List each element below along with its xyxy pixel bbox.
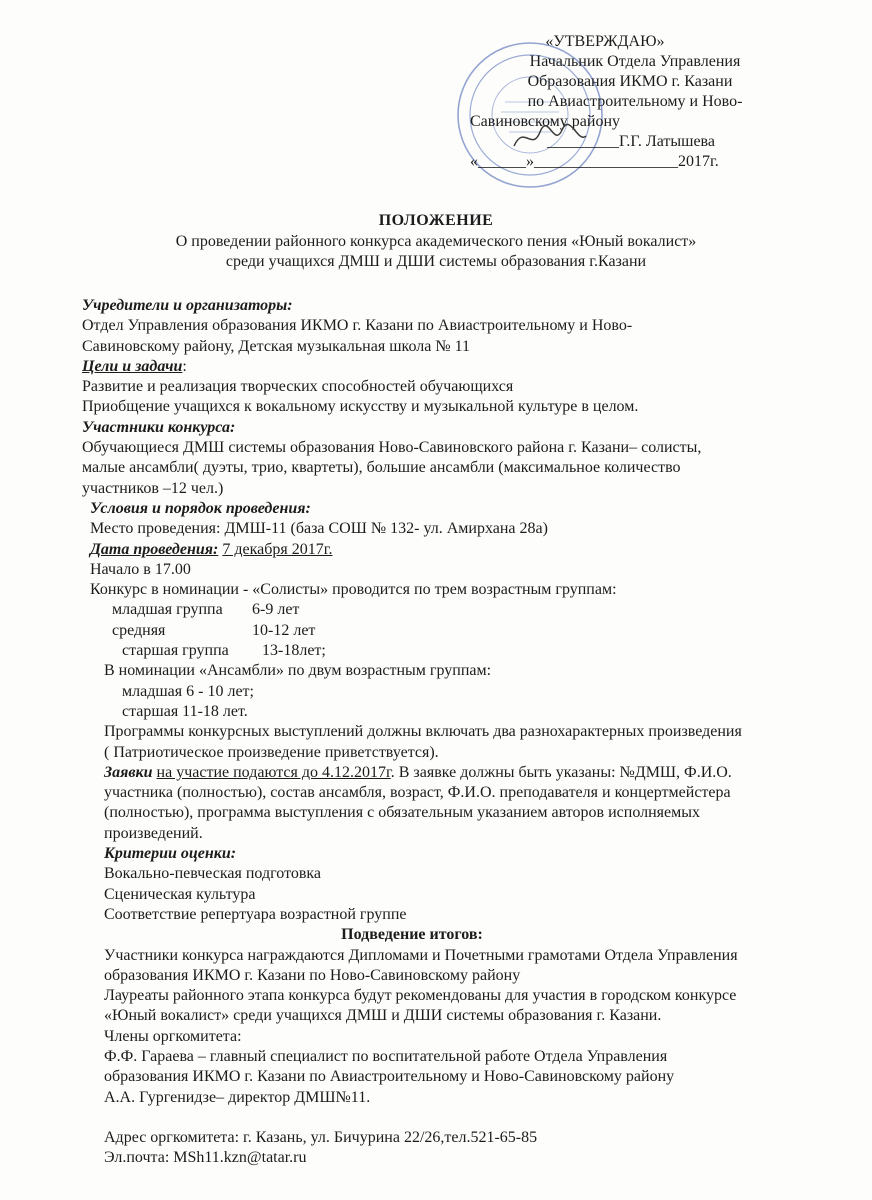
criteria-item-1: Вокально-певческая подготовка (104, 865, 322, 883)
participants-line3: участников –12 чел.) (82, 479, 224, 497)
approver-position-line4: Савиновскому району (470, 113, 621, 130)
criteria-item-2: Сценическая культура (104, 885, 256, 903)
contact-email: Эл.почта: MSh11.kzn@tatar.ru (104, 1149, 307, 1167)
goals-line2: Приобщение учащихся к вокальному искусству и музыкальной культуре в целом. (82, 398, 639, 416)
date-label: Дата проведения: (90, 540, 219, 558)
approver-position-line2: Образования ИКМО г. Казани (527, 73, 733, 90)
results-line2: образования ИКМО г. Казани по Ново-Савиновскому району (104, 966, 521, 984)
goals-line1: Развитие и реализация творческих способностей обучающихся (82, 378, 514, 396)
contact-address: Адрес оргкомитета: г. Казань, ул. Бичурина 22/26,тел.521-65-85 (104, 1128, 538, 1146)
conditions-place: Место проведения: ДМШ-11 (база СОШ № 132- ул. Амирхана 28а) (90, 520, 548, 538)
participants-line1: Обучающиеся ДМШ системы образования Ново-Савиновского района г. Казани– солисты, (82, 439, 702, 457)
document-body (82, 296, 802, 1168)
founders-heading: Учредители и организаторы: (82, 297, 293, 314)
document-subtitle-line2: среди учащихся ДМШ и ДШИ системы образования г.Казани (225, 253, 647, 270)
applications-line2: участника (полностью), состав ансамбля, возраст, Ф.И.О. преподавателя и концертмейстера (104, 784, 731, 802)
date-value: 7 декабря 2017г. (222, 540, 333, 558)
spacer (82, 1108, 802, 1128)
participants-heading: Участники конкурса: (82, 418, 236, 436)
conditions-ensembles: В номинации «Ансамбли» по двум возрастным группам: (104, 662, 492, 680)
soloist-group-junior: младшая группа 6-9 лет (112, 601, 300, 619)
committee-line3: А.А. Гургенидзе– директор ДМШ№11. (104, 1088, 371, 1106)
approver-position-line1: Начальник Отдела Управления (529, 53, 741, 70)
conditions-heading: Условия и порядок проведения: (90, 499, 311, 517)
founders-line2: Савиновскому району, Детская музыкальная школа № 11 (82, 337, 471, 355)
applications-line3: (полностью), программа выступления с обязательным указанием авторов исполняемых (104, 804, 701, 822)
ensemble-group-junior: младшая 6 - 10 лет; (122, 682, 254, 700)
conditions-date-line (82, 540, 802, 560)
committee-heading: Члены оргкомитета: (104, 1027, 242, 1045)
ensemble-group-senior: старшая 11-18 лет. (122, 702, 248, 720)
applications-line4: произведений. (104, 824, 203, 842)
applications-line1: Заявки на участие подаются до 4.12.2017г. В заявке должны быть указаны: №ДМШ, Ф.И.О. (104, 763, 732, 781)
soloist-group-senior: старшая группа 13-18лет; (122, 642, 326, 660)
approval-date: «______»__________________2017г. (470, 153, 719, 170)
participants-line2: малые ансамбли( дуэты, трио, квартеты), большие ансамбли (максимальное количество (82, 459, 681, 477)
document-subtitle-line1: О проведении районного конкурса академического пения «Юный вокалист» (175, 233, 697, 250)
goals-heading: Цели и задачи (82, 357, 183, 375)
document-title: ПОЛОЖЕНИЕ (378, 212, 494, 229)
criteria-heading: Критерии оценки: (104, 845, 237, 863)
results-line3: Лауреаты районного этапа конкурса будут рекомендованы для участия в городском конкурсе (104, 987, 737, 1005)
conditions-program-line2: ( Патриотическое произведение приветствуется). (104, 743, 439, 761)
results-line4: «Юный вокалист» среди учащихся ДМШ и ДШИ системы образования г. Казани. (104, 1007, 662, 1025)
approve-title: «УТВЕРЖДАЮ» (545, 33, 665, 50)
criteria-item-3: Соответствие репертуара возрастной группе (104, 905, 407, 923)
committee-line1: Ф.Ф. Гараева – главный специалист по воспитательной работе Отдела Управления (104, 1047, 668, 1065)
applications-deadline: на участие подаются до 4.12.2017г (156, 763, 391, 781)
conditions-start: Начало в 17.00 (90, 560, 191, 578)
results-heading: Подведение итогов: (341, 926, 483, 944)
handwritten-signature (510, 118, 590, 158)
approver-signature: _________Г.Г. Латышева (546, 133, 715, 150)
applications-heading: Заявки (104, 763, 153, 781)
approver-position-line3: по Авиастроительному и Ново- (527, 93, 743, 110)
goals-heading-line: Цели и задачи: (82, 357, 187, 375)
results-line1: Участники конкурса награждаются Дипломами и Почетными грамотами Отдела Управления (104, 946, 738, 964)
conditions-soloists: Конкурс в номинации - «Солисты» проводится по трем возрастным группам: (90, 581, 617, 599)
soloist-group-middle: средняя 10-12 лет (112, 621, 316, 639)
committee-line2: образования ИКМО г. Казани по Авиастроительному и Ново-Савиновскому району (104, 1068, 675, 1086)
conditions-program-line1: Программы конкурсных выступлений должны включать два разнохарактерных произведения (104, 723, 742, 741)
founders-line1: Отдел Управления образования ИКМО г. Казани по Авиастроительному и Ново- (82, 317, 633, 335)
